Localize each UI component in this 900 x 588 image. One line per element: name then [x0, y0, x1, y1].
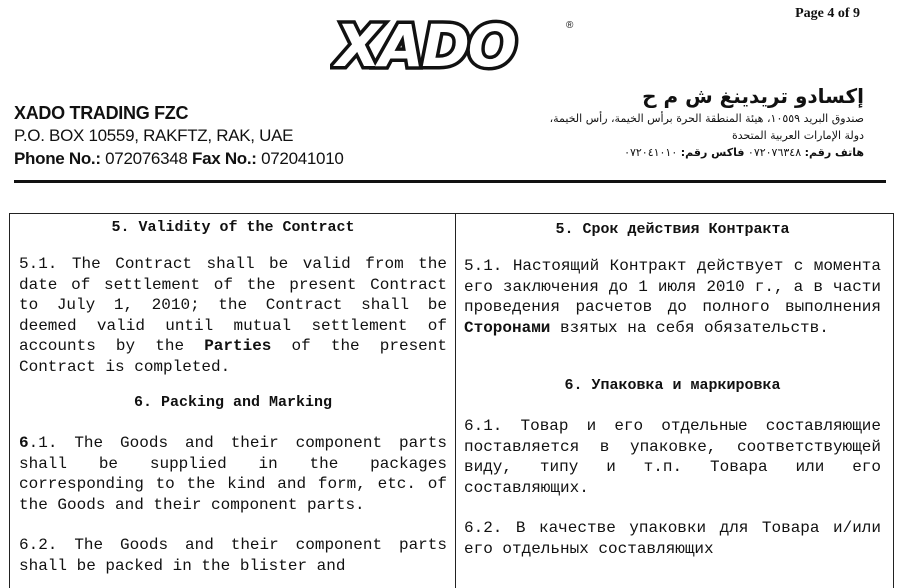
- company-header-arabic: [550, 82, 864, 161]
- xado-logo: [330, 14, 575, 76]
- phone-label-ar: هاتف رقم:: [804, 146, 864, 159]
- company-name-en: XADO TRADING FZC: [14, 103, 189, 123]
- section-6-title-en: 6. Packing and Marking: [133, 394, 333, 411]
- fax-label-ar: فاكس رقم:: [680, 146, 745, 159]
- clause-6-2-en: 6.2. The Goods and their component parts shall be packed in the blister and: [19, 536, 447, 575]
- russian-column: [456, 214, 893, 588]
- clause-5-1-ru: 5.1. Настоящий Контракт действует с момента его заключения до 1 июля 2010 г., а в части проведения расчетов до полного выполнения Сторонами взятых на себя обязательств.: [463, 257, 881, 337]
- company-name-ar: إكسادو تريدينغ ش م ح: [642, 84, 864, 108]
- company-address-ar-line2: دولة الإمارات العربية المتحدة: [731, 129, 864, 142]
- phone-number-ar: ٠٧٢٠٧٦٣٤٨: [747, 146, 802, 159]
- clause-6-1-en: 6.1. The Goods and their component parts shall be supplied in the packages corresponding to the kind and form, etc. of the Goods and their component parts.: [19, 434, 447, 514]
- phone-label: Phone No.:: [14, 149, 101, 168]
- clause-6-2-ru: 6.2. В качестве упаковки для Товара и/или его отдельных составляющих: [463, 519, 881, 558]
- company-address-ar-line1: صندوق البريد ١٠٥٥٩، هيئة المنطقة الحرة برأس الخيمة، رأس الخيمة،: [549, 112, 864, 125]
- clause-6-1-ru: 6.1. Товар и его отдельные составляющие поставляется в упаковке, соответствующей виду, типу и т.п. Товара или его составляющих.: [463, 417, 881, 497]
- header-divider: [14, 180, 886, 183]
- company-contact-ar: [550, 144, 864, 161]
- phone-number: 072076348: [105, 149, 188, 168]
- contract-table: [9, 213, 894, 588]
- fax-number-ar: ٠٧٢٠٤١٠١٠: [624, 146, 678, 159]
- logo-registered-mark: ®: [566, 20, 574, 31]
- company-contact-en: [14, 148, 344, 170]
- section-5-title-en: 5. Validity of the Contract: [111, 219, 355, 236]
- clause-5-1-en: 5.1. The Contract shall be valid from the date of settlement of the present Contract to July 1, 2010; the Contract shall be deemed valid until mutual settlement of accounts by the Parties of the present Contract is completed.: [19, 255, 447, 376]
- logo-text: XADO: [336, 14, 516, 76]
- fax-number: 072041010: [261, 149, 344, 168]
- fax-label: Fax No.:: [192, 149, 257, 168]
- company-header-english: [14, 102, 344, 170]
- company-address-en: P.O. BOX 10559, RAKFTZ, RAK, UAE: [14, 126, 294, 145]
- section-5-title-ru: 5. Срок действия Контракта: [555, 221, 790, 238]
- section-6-title-ru: 6. Упаковка и маркировка: [564, 377, 781, 394]
- page-number: Page 4 of 9: [795, 6, 860, 21]
- english-column: [10, 214, 456, 588]
